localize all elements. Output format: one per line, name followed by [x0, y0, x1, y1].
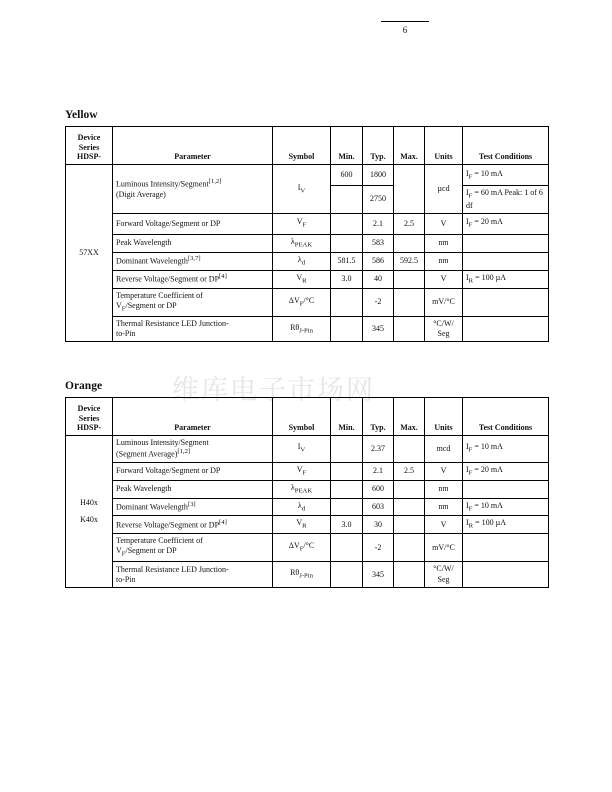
min-header: Min. — [331, 398, 363, 436]
parameter-cell: Reverse Voltage/Segment or DP[4] — [113, 516, 273, 534]
symbol-cell: $\Delta V_F/^\circ C$ — [273, 534, 331, 562]
max-header: Max. — [394, 127, 425, 165]
typ-cell: 2.1 — [363, 213, 394, 234]
max-cell — [394, 234, 425, 252]
min-cell — [331, 436, 363, 463]
parameter-header: Parameter — [113, 398, 273, 436]
parameter-cell: Reverse Voltage/Segment or DP[4] — [113, 270, 273, 288]
test-conditions-header: Test Conditions — [463, 398, 549, 436]
symbol-cell: $\lambda_{PEAK}$ — [273, 480, 331, 498]
parameter-cell: Dominant Wavelength[3,7] — [113, 252, 273, 270]
parameter-cell: Dominant Wavelength[3] — [113, 498, 273, 516]
units-cell: mcd — [425, 436, 463, 463]
max-cell — [394, 270, 425, 288]
max-cell: 592.5 — [394, 252, 425, 270]
typ-cell: 2750 — [363, 186, 394, 214]
min-cell — [331, 480, 363, 498]
parameter-cell: Forward Voltage/Segment or DP — [113, 462, 273, 480]
max-cell — [394, 534, 425, 562]
min-cell: 600 — [331, 165, 363, 186]
test-condition-cell: $I_F = 20$ mA — [463, 462, 549, 480]
max-cell — [394, 480, 425, 498]
typ-cell: 40 — [363, 270, 394, 288]
symbol-cell: $V_R$ — [273, 270, 331, 288]
table-header-row — [66, 127, 549, 165]
min-cell — [331, 213, 363, 234]
max-cell: 2.5 — [394, 462, 425, 480]
page-number: 6 — [402, 25, 408, 35]
symbol-cell: $\lambda_{PEAK}$ — [273, 234, 331, 252]
watermark: 维库电子市场网 — [172, 375, 375, 406]
units-cell: V — [425, 270, 463, 288]
parameter-cell: Temperature Coefficient of $V_F$/Segment or DP — [113, 288, 273, 316]
min-cell: 3.0 — [331, 270, 363, 288]
units-header: Units — [425, 127, 463, 165]
typ-cell: -2 — [363, 534, 394, 562]
symbol-cell: $I_V$ — [273, 165, 331, 214]
max-cell — [394, 165, 425, 214]
device-series-cell: 57XX — [66, 165, 113, 342]
units-cell: mV/°C — [425, 534, 463, 562]
typ-cell: 603 — [363, 498, 394, 516]
table-row — [66, 562, 549, 588]
device-series-header: Device Series HDSP- — [66, 127, 113, 165]
max-cell: 2.5 — [394, 213, 425, 234]
table-row — [66, 498, 549, 516]
typ-cell: 2.1 — [363, 462, 394, 480]
table-row — [66, 270, 549, 288]
symbol-cell: $R\theta_{J-Pin}$ — [273, 562, 331, 588]
min-cell — [331, 562, 363, 588]
max-cell — [394, 516, 425, 534]
units-cell: mV/°C — [425, 288, 463, 316]
test-condition-cell — [463, 480, 549, 498]
units-cell: nm — [425, 234, 463, 252]
max-cell — [394, 436, 425, 463]
units-cell: nm — [425, 498, 463, 516]
typ-cell: -2 — [363, 288, 394, 316]
parameter-cell: Temperature Coefficient of $V_F$/Segment or DP — [113, 534, 273, 562]
orange-spec-table — [65, 397, 549, 588]
min-cell: 581.5 — [331, 252, 363, 270]
test-condition-cell: $I_R = 100$ µA — [463, 270, 549, 288]
test-condition-cell — [463, 234, 549, 252]
min-cell — [331, 462, 363, 480]
table-row — [66, 165, 549, 186]
symbol-cell: $\Delta V_F/^\circ C$ — [273, 288, 331, 316]
max-cell — [394, 562, 425, 588]
symbol-cell: $I_V$ — [273, 436, 331, 463]
page-number-rule — [381, 21, 429, 22]
typ-header: Typ. — [363, 127, 394, 165]
units-cell: °C/W/ Seg — [425, 316, 463, 342]
typ-cell: 1800 — [363, 165, 394, 186]
units-cell: µcd — [425, 165, 463, 214]
yellow-spec-table — [65, 126, 549, 342]
table-row — [66, 436, 549, 463]
typ-cell: 345 — [363, 562, 394, 588]
parameter-cell: Luminous Intensity/Segment (Segment Average)[1,2] — [113, 436, 273, 463]
units-cell: nm — [425, 252, 463, 270]
max-header: Max. — [394, 398, 425, 436]
test-condition-cell: $I_F = 60$ mA Peak: 1 of 6 df — [463, 186, 549, 214]
min-header: Min. — [331, 127, 363, 165]
test-condition-cell — [463, 252, 549, 270]
units-cell: V — [425, 516, 463, 534]
typ-cell: 600 — [363, 480, 394, 498]
typ-cell: 345 — [363, 316, 394, 342]
table-row — [66, 213, 549, 234]
symbol-cell: $\lambda_d$ — [273, 252, 331, 270]
parameter-cell: Peak Wavelength — [113, 234, 273, 252]
typ-cell: 583 — [363, 234, 394, 252]
table-row — [66, 316, 549, 342]
test-condition-cell — [463, 534, 549, 562]
table-row — [66, 234, 549, 252]
min-cell: 3.0 — [331, 516, 363, 534]
units-cell: V — [425, 462, 463, 480]
symbol-header: Symbol — [273, 398, 331, 436]
test-condition-cell — [463, 562, 549, 588]
test-condition-cell: $I_F = 10$ mA — [463, 436, 549, 463]
units-cell: V — [425, 213, 463, 234]
units-header: Units — [425, 398, 463, 436]
test-condition-cell: $I_R = 100$ µA — [463, 516, 549, 534]
min-cell — [331, 186, 363, 214]
table-row — [66, 516, 549, 534]
parameter-cell: Peak Wavelength — [113, 480, 273, 498]
min-cell — [331, 498, 363, 516]
parameter-cell: Luminous Intensity/Segment[1,2] (Digit Average) — [113, 165, 273, 214]
max-cell — [394, 288, 425, 316]
parameter-header: Parameter — [113, 127, 273, 165]
min-cell — [331, 316, 363, 342]
units-cell: °C/W/ Seg — [425, 562, 463, 588]
table-row — [66, 252, 549, 270]
test-condition-cell — [463, 288, 549, 316]
parameter-cell: Thermal Resistance LED Junction- to-Pin — [113, 316, 273, 342]
units-cell: nm — [425, 480, 463, 498]
table-row — [66, 288, 549, 316]
table-row — [66, 480, 549, 498]
max-cell — [394, 498, 425, 516]
min-cell — [331, 234, 363, 252]
symbol-cell: $\lambda_d$ — [273, 498, 331, 516]
symbol-cell: $V_F$ — [273, 462, 331, 480]
min-cell — [331, 288, 363, 316]
symbol-cell: $V_R$ — [273, 516, 331, 534]
symbol-cell: $V_F$ — [273, 213, 331, 234]
test-conditions-header: Test Conditions — [463, 127, 549, 165]
typ-header: Typ. — [363, 398, 394, 436]
table-row — [66, 534, 549, 562]
test-condition-cell: $I_F = 10$ mA — [463, 498, 549, 516]
typ-cell: 2.37 — [363, 436, 394, 463]
table-row — [66, 462, 549, 480]
yellow-section-title: Yellow — [65, 109, 98, 121]
test-condition-cell — [463, 316, 549, 342]
test-condition-cell: $I_F = 10$ mA — [463, 165, 549, 186]
min-cell — [331, 534, 363, 562]
parameter-cell: Thermal Resistance LED Junction- to-Pin — [113, 562, 273, 588]
symbol-cell: $R\theta_{J-Pin}$ — [273, 316, 331, 342]
test-condition-cell: $I_F = 20$ mA — [463, 213, 549, 234]
max-cell — [394, 316, 425, 342]
device-series-header: Device Series HDSP- — [66, 398, 113, 436]
typ-cell: 586 — [363, 252, 394, 270]
device-series-cell: H40x K40x — [66, 436, 113, 588]
symbol-header: Symbol — [273, 127, 331, 165]
orange-section-title: Orange — [65, 380, 103, 392]
typ-cell: 30 — [363, 516, 394, 534]
table-header-row — [66, 398, 549, 436]
parameter-cell: Forward Voltage/Segment or DP — [113, 213, 273, 234]
